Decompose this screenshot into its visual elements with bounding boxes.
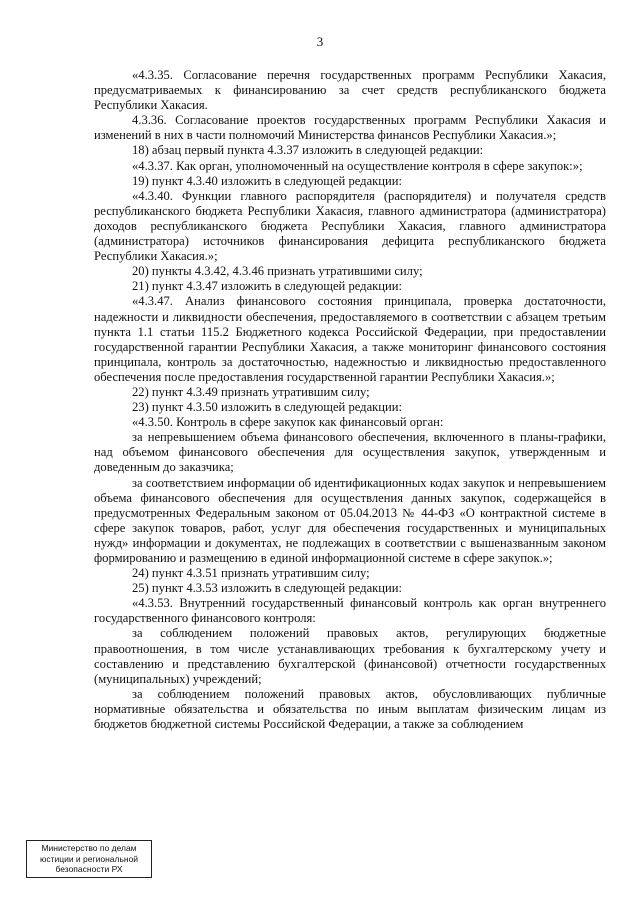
page-number: 3: [316, 34, 324, 49]
document-body: [94, 68, 606, 732]
paragraph: «4.3.50. Контроль в сфере закупок как финансовый орган:: [132, 415, 444, 430]
paragraph: 18) абзац первый пункта 4.3.37 изложить в следующей редакции:: [132, 143, 484, 158]
paragraph: за соблюдением положений правовых актов, обусловливающих публичные нормативные обязательства и обязательства по иным выплатам физическим лицам из бюджетов бюджетной системы Российской Федерации, а также за соблюдением: [94, 686, 606, 732]
ministry-stamp: [26, 840, 152, 878]
stamp-line: Министерство по делам: [41, 843, 137, 853]
stamp-line: юстиции и региональной: [39, 853, 139, 864]
paragraph: 25) пункт 4.3.53 изложить в следующей редакции:: [132, 581, 403, 596]
paragraph: «4.3.37. Как орган, уполномоченный на осуществление контроля в сфере закупок:»;: [132, 158, 583, 173]
paragraph: 4.3.36. Согласование проектов государственных программ Республики Хакасия и изменений в них в части полномочий Министерства финансов Республики Хакасия.»;: [94, 113, 606, 143]
paragraph: «4.3.40. Функции главного распорядителя (распорядителя) и получателя средств республиканского бюджета Республики Хакасия, главного администратора (администратора) доходов республиканского бюджета Республики Хакасия, главного администратора (администратора) источников финансирования дефицита республиканского бюджета Республики Хакасия.»;: [94, 188, 606, 264]
stamp-line: безопасности РХ: [55, 864, 123, 874]
paragraph: «4.3.35. Согласование перечня государственных программ Республики Хакасия, предусматриваемых к финансированию за счет средств республиканского бюджета Республики Хакасия.: [94, 68, 606, 113]
paragraph: 20) пункты 4.3.42, 4.3.46 признать утратившими силу;: [132, 264, 423, 279]
paragraph: 24) пункт 4.3.51 признать утратившим силу;: [132, 566, 370, 581]
paragraph: 19) пункт 4.3.40 изложить в следующей редакции:: [132, 173, 403, 188]
paragraph: за соответствием информации об идентификационных кодах закупок и непревышением объема финансового обеспечения для осуществления данных закупок, содержащейся в предусмотренных Федеральным законом от 05.04.2013 № 44-ФЗ «О контрактной системе в сфере закупок товаров, работ, услуг для обеспечения государственных и муниципальных нужд» информации и документах, не подлежащих в соответствии с вышеназванным законом формированию и размещению в единой информационной системе в сфере закупок.»;: [94, 475, 606, 565]
paragraph: за соблюдением положений правовых актов, регулирующих бюджетные правоотношения, в том числе устанавливающих требования к бухгалтерскому учету и составлению и представлению бухгалтерской (финансовой) отчетности государственных (муниципальных) учреждений;: [94, 626, 606, 686]
paragraph: 21) пункт 4.3.47 изложить в следующей редакции:: [132, 279, 403, 294]
paragraph: «4.3.53. Внутренний государственный финансовый контроль как орган внутреннего государственного финансового контроля:: [94, 596, 606, 626]
paragraph: «4.3.47. Анализ финансового состояния принципала, проверка достаточности, надежности и ликвидности обеспечения, предоставляемого в соответствии с абзацем третьим пункта 1.1 статьи 115.2 Бюджетного кодекса Российской Федерации, при предоставлении государственной гарантии Республики Хакасия, а также мониторинг финансового состояния принципала, контроль за достаточностью, надежностью и ликвидностью предоставленного обеспечения после предоставления государственной гарантии Республики Хакасия.»;: [94, 294, 606, 384]
paragraph: 22) пункт 4.3.49 признать утратившим силу;: [132, 384, 370, 399]
paragraph: за непревышением объема финансового обеспечения, включенного в планы-графики, над объемом финансового обеспечения для осуществления закупок, утвержденным и доведенным до заказчика;: [94, 430, 606, 475]
paragraph: 23) пункт 4.3.50 изложить в следующей редакции:: [132, 400, 403, 415]
